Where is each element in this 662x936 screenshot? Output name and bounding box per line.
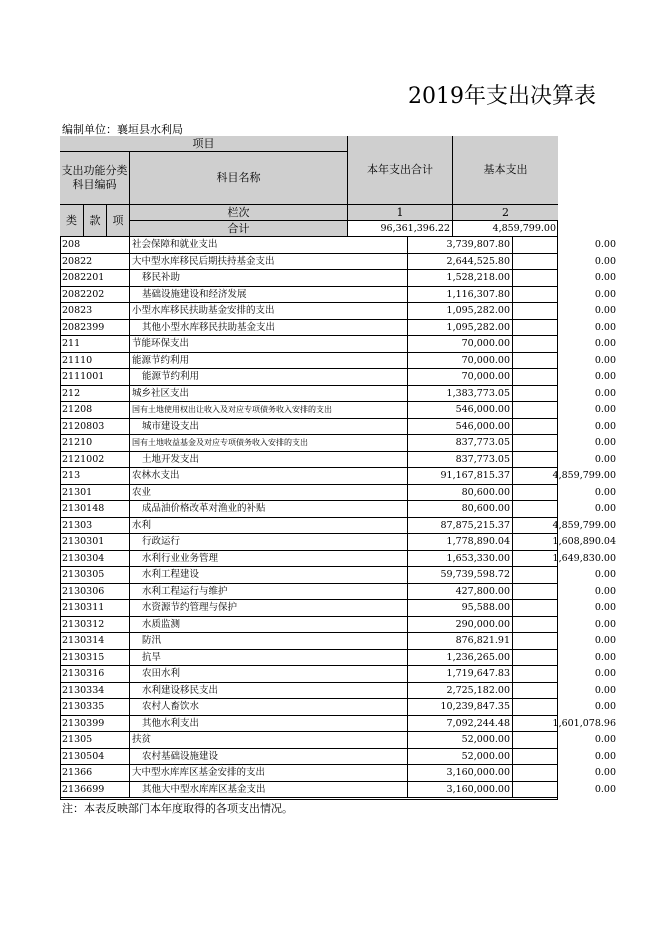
table-row <box>60 584 616 601</box>
header-basic: 基本支出 <box>453 136 558 205</box>
row-basic: 0.00 <box>594 437 616 448</box>
row-name: 土地开发支出 <box>130 452 408 468</box>
table-row <box>60 534 616 551</box>
header-col1: 1 <box>348 205 453 221</box>
footnote: 注：本表反映部门本年度取得的各项支出情况。 <box>62 802 293 815</box>
row-code: 21305 <box>60 732 130 748</box>
row-total: 80,600.00 <box>408 501 513 517</box>
row-total: 1,236,265.00 <box>408 650 513 666</box>
row-basic: 0.00 <box>594 618 616 630</box>
table-row <box>60 600 616 617</box>
table-row <box>60 386 616 403</box>
row-total: 1,095,282.00 <box>408 303 513 319</box>
row-name: 其他小型水库移民扶助基金支出 <box>130 320 408 336</box>
row-basic: 0.00 <box>594 404 616 415</box>
row-code: 2111001 <box>60 369 130 385</box>
row-total: 427,800.00 <box>408 584 513 600</box>
row-total: 95,588.00 <box>408 600 513 616</box>
table-row <box>60 716 616 733</box>
row-code: 2130148 <box>60 501 130 517</box>
row-name: 行政运行 <box>130 534 408 550</box>
row-name: 防汛 <box>130 633 408 649</box>
row-total: 7,092,244.48 <box>408 716 513 732</box>
row-code: 2130315 <box>60 650 130 666</box>
row-total: 91,167,815.37 <box>408 468 513 484</box>
row-name: 扶贫 <box>130 732 408 748</box>
row-name: 抗旱 <box>130 650 408 666</box>
table-row <box>60 419 616 436</box>
row-name: 水资源节约管理与保护 <box>130 600 408 616</box>
header-lei: 类 <box>60 205 84 237</box>
row-total: 52,000.00 <box>408 732 513 748</box>
row-code: 2136699 <box>60 782 130 798</box>
row-name: 水利建设移民支出 <box>130 683 408 699</box>
row-name: 水质监测 <box>130 617 408 633</box>
table-row <box>60 699 616 716</box>
row-code: 2130504 <box>60 749 130 765</box>
row-code: 2130334 <box>60 683 130 699</box>
row-name: 大中型水库库区基金安排的支出 <box>130 765 408 781</box>
row-code: 2130305 <box>60 567 130 583</box>
table-row <box>60 683 616 700</box>
row-code: 2130304 <box>60 551 130 567</box>
row-basic: 0.00 <box>594 288 616 300</box>
row-code: 2130301 <box>60 534 130 550</box>
row-basic: 0.00 <box>594 684 616 696</box>
table-row <box>60 551 616 568</box>
table-row <box>60 402 616 419</box>
row-basic: 0.00 <box>594 486 616 498</box>
row-name: 农田水利 <box>130 666 408 682</box>
table-row <box>60 650 616 667</box>
row-basic: 1,601,078.96 <box>552 717 616 729</box>
row-basic: 4,859,799.00 <box>552 519 616 531</box>
row-code: 2120803 <box>60 419 130 435</box>
row-total: 2,725,182.00 <box>408 683 513 699</box>
row-basic: 0.00 <box>594 585 616 597</box>
row-total: 80,600.00 <box>408 485 513 501</box>
row-code: 2082202 <box>60 287 130 303</box>
header-item: 项目 <box>60 136 348 152</box>
table-row <box>60 567 616 584</box>
row-name: 国有土地收益基金及对应专项债务收入安排的支出 <box>130 435 408 451</box>
header-name: 科目名称 <box>130 152 348 205</box>
row-name: 小型水库移民扶助基金安排的支出 <box>130 303 408 319</box>
row-total: 1,095,282.00 <box>408 320 513 336</box>
table-row <box>60 782 616 799</box>
row-total: 59,739,598.72 <box>408 567 513 583</box>
row-code: 2130314 <box>60 633 130 649</box>
row-total: 70,000.00 <box>408 336 513 352</box>
header-total: 本年支出合计 <box>348 136 453 205</box>
row-name: 城乡社区支出 <box>130 386 408 402</box>
row-basic: 0.00 <box>594 668 616 679</box>
row-basic: 4,859,799.00 <box>552 470 616 481</box>
row-name: 能源节约利用 <box>130 369 408 385</box>
row-name: 节能环保支出 <box>130 336 408 352</box>
row-code: 208 <box>60 237 130 253</box>
row-basic: 0.00 <box>594 239 616 250</box>
header-col2: 2 <box>453 205 558 221</box>
table-row <box>60 435 616 452</box>
row-total: 52,000.00 <box>408 749 513 765</box>
row-name: 水利工程运行与维护 <box>130 584 408 600</box>
row-code: 21110 <box>60 353 130 369</box>
row-code: 21301 <box>60 485 130 501</box>
row-code: 2130399 <box>60 716 130 732</box>
header-heji: 合计 <box>130 221 348 237</box>
row-code: 20822 <box>60 254 130 270</box>
row-basic: 0.00 <box>594 371 616 382</box>
row-name: 其他水利支出 <box>130 716 408 732</box>
row-total: 546,000.00 <box>408 402 513 418</box>
row-total: 10,239,847.35 <box>408 699 513 715</box>
row-basic: 0.00 <box>594 321 616 333</box>
row-name: 国有土地使用权出让收入及对应专项债务收入安排的支出 <box>130 402 408 418</box>
row-basic: 0.00 <box>594 569 616 580</box>
total-amount: 96,361,396.22 <box>348 221 453 236</box>
row-total: 3,739,807.80 <box>408 237 513 253</box>
row-name: 成品油价格改革对渔业的补贴 <box>130 501 408 517</box>
row-name: 农村基础设施建设 <box>130 749 408 765</box>
row-basic: 0.00 <box>594 354 616 366</box>
row-basic: 0.00 <box>594 783 616 795</box>
row-basic: 0.00 <box>594 387 616 399</box>
row-total: 1,719,647.83 <box>408 666 513 682</box>
row-code: 21366 <box>60 765 130 781</box>
row-code: 2130316 <box>60 666 130 682</box>
row-total: 2,644,525.80 <box>408 254 513 270</box>
row-code: 21210 <box>60 435 130 451</box>
row-basic: 0.00 <box>594 767 616 778</box>
total-basic: 4,859,799.00 <box>492 223 556 234</box>
row-name: 其他大中型水库库区基金支出 <box>130 782 408 798</box>
row-name: 农业 <box>130 485 408 501</box>
table-row <box>60 303 616 320</box>
row-total: 1,653,330.00 <box>408 551 513 567</box>
row-name: 移民补助 <box>130 270 408 286</box>
row-name: 能源节约利用 <box>130 353 408 369</box>
row-basic: 0.00 <box>594 734 616 745</box>
table-row <box>60 237 616 254</box>
table-row <box>60 749 616 766</box>
table-row <box>60 765 616 782</box>
row-name: 基础设施建设和经济发展 <box>130 287 408 303</box>
table-row <box>60 518 616 535</box>
row-total: 1,116,307.80 <box>408 287 513 303</box>
row-basic: 1,649,830.00 <box>552 552 616 564</box>
row-code: 21208 <box>60 402 130 418</box>
row-total: 3,160,000.00 <box>408 765 513 781</box>
table-row <box>60 254 616 271</box>
row-basic: 0.00 <box>594 602 616 613</box>
row-basic: 1,608,890.04 <box>552 536 616 547</box>
row-total: 70,000.00 <box>408 353 513 369</box>
row-total: 87,875,215.37 <box>408 518 513 534</box>
row-code: 2130312 <box>60 617 130 633</box>
row-name: 水利行业业务管理 <box>130 551 408 567</box>
row-basic: 0.00 <box>594 651 616 663</box>
row-basic: 0.00 <box>594 635 616 646</box>
table-row <box>60 336 616 353</box>
row-name: 大中型水库移民后期扶持基金支出 <box>130 254 408 270</box>
header-xiang: 项 <box>107 205 130 237</box>
table-row <box>60 468 616 485</box>
table-row <box>60 501 616 518</box>
table-row <box>60 369 616 386</box>
row-code: 212 <box>60 386 130 402</box>
row-total: 290,000.00 <box>408 617 513 633</box>
row-basic: 0.00 <box>594 305 616 316</box>
header-code: 支出功能分类科目编码 <box>60 152 130 205</box>
row-total: 876,821.91 <box>408 633 513 649</box>
unit-label: 编制单位：襄垣县水利局 <box>62 123 183 136</box>
table-row <box>60 270 616 287</box>
row-basic: 0.00 <box>594 255 616 267</box>
row-code: 2121002 <box>60 452 130 468</box>
table-row <box>60 732 616 749</box>
row-total: 3,160,000.00 <box>408 782 513 798</box>
row-code: 2130335 <box>60 699 130 715</box>
row-name: 社会保障和就业支出 <box>130 237 408 253</box>
row-basic: 0.00 <box>594 503 616 514</box>
report-title <box>0 82 662 116</box>
row-basic: 0.00 <box>594 272 616 283</box>
row-total: 1,383,773.05 <box>408 386 513 402</box>
table-row <box>60 485 616 502</box>
row-name: 水利工程建设 <box>130 567 408 583</box>
header-lanci: 栏次 <box>130 205 348 221</box>
row-total: 837,773.05 <box>408 435 513 451</box>
row-code: 2082399 <box>60 320 130 336</box>
row-code: 2082201 <box>60 270 130 286</box>
table-row <box>60 287 616 304</box>
row-total: 1,528,218.00 <box>408 270 513 286</box>
row-code: 2130311 <box>60 600 130 616</box>
row-basic: 0.00 <box>594 750 616 762</box>
report-title-text: 2019年支出决算表 <box>408 84 596 109</box>
row-name: 城市建设支出 <box>130 419 408 435</box>
row-total: 70,000.00 <box>408 369 513 385</box>
row-basic: 0.00 <box>594 338 616 349</box>
row-code: 20823 <box>60 303 130 319</box>
row-code: 213 <box>60 468 130 484</box>
header-kuan: 款 <box>84 205 107 237</box>
table-row <box>60 452 616 469</box>
table-row <box>60 666 616 683</box>
row-total: 546,000.00 <box>408 419 513 435</box>
row-basic: 0.00 <box>594 453 616 465</box>
table-row <box>60 633 616 650</box>
row-total: 1,778,890.04 <box>408 534 513 550</box>
row-basic: 0.00 <box>594 701 616 712</box>
table-row <box>60 617 616 634</box>
row-total: 837,773.05 <box>408 452 513 468</box>
row-name: 农村人畜饮水 <box>130 699 408 715</box>
row-name: 农林水支出 <box>130 468 408 484</box>
row-code: 211 <box>60 336 130 352</box>
row-code: 21303 <box>60 518 130 534</box>
totals-row <box>348 221 558 237</box>
table-row <box>60 320 616 337</box>
row-code: 2130306 <box>60 584 130 600</box>
row-name: 水利 <box>130 518 408 534</box>
row-basic: 0.00 <box>594 420 616 432</box>
table-row <box>60 353 616 370</box>
